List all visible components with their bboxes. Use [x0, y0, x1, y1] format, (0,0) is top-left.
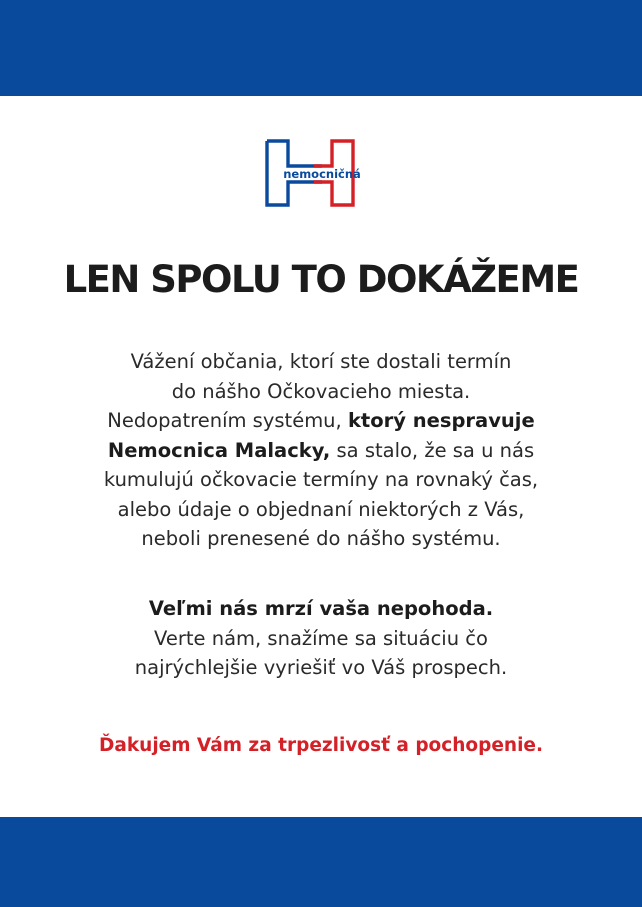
- page-headline: LEN SPOLU TO DOKÁŽEME: [63, 258, 579, 301]
- bottom-blue-band: [0, 817, 642, 907]
- paragraph-emphasis: Nemocnica Malacky,: [107, 438, 331, 462]
- hospital-logo: [264, 138, 382, 208]
- paragraph-line: [0, 436, 642, 466]
- paragraph-line: Verte nám, snažíme sa situáciu čo: [154, 626, 488, 650]
- paragraph-line: [0, 594, 642, 624]
- paragraph-emphasis: ktorý nespravuje: [347, 409, 535, 432]
- paragraph-text: sa stalo, že sa u nás: [330, 438, 535, 462]
- logo-wordmark: nemocničná: [283, 167, 361, 181]
- thank-you-message: Ďakujem Vám za trpezlivosť a pochopenie.: [99, 735, 543, 756]
- regret-paragraph: [0, 594, 642, 683]
- hospital-h-logo-icon: [264, 138, 382, 208]
- paragraph-emphasis: Veľmi nás mrzí vaša nepohoda.: [148, 597, 494, 620]
- paragraph-line: Vážení občania, ktorí ste dostali termín: [130, 350, 512, 373]
- top-blue-band: [0, 0, 642, 96]
- paragraph-line: do nášho Očkovacieho miesta.: [171, 379, 471, 403]
- paragraph-text: Nedopatrením systému,: [107, 409, 348, 432]
- paragraph-line: neboli prenesené do nášho systému.: [141, 527, 501, 550]
- paragraph-line: alebo údaje o objednaní niektorých z Vás,: [117, 497, 525, 521]
- paragraph-line: kumulujú očkovacie termíny na rovnaký čas,: [103, 468, 539, 491]
- paragraph-line: najrýchlejšie vyriešiť vo Váš prospech.: [134, 656, 508, 679]
- apology-paragraph: [0, 347, 642, 554]
- paragraph-line: [0, 406, 642, 436]
